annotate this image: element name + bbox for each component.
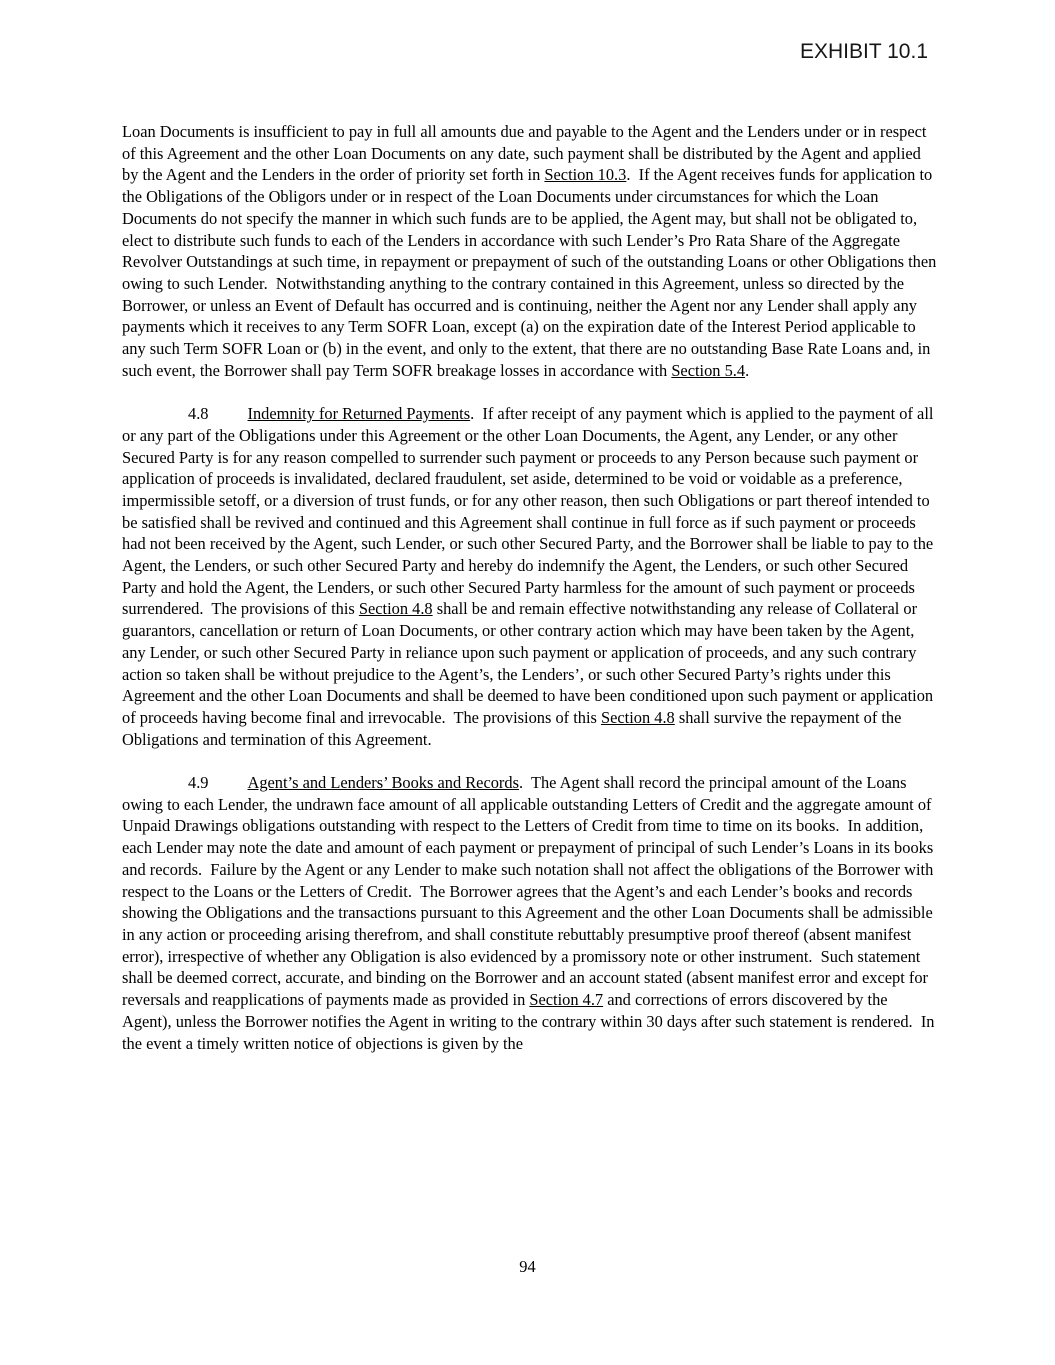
text-run: . If after receipt of any payment which is applied to the payment of all or any part of the Obligations under this Agreement or the other Loan Documents, the Agent, any Lender, or any other Secured Party is for any reason compelled to surrender such payment or proceeds to any Person because such payment or application of proceeds is invalidated, declared fraudulent, set aside, determined to be void or voidable as a preference, impermissible setoff, or a diversion of trust funds, or for any other reason, then such Obligations or part thereof intended to be satisfied shall be revived and continued and this Agreement shall continue in full force as if such payment or proceeds had not been received by the Agent, such Lender, or such other Secured Party, and the Borrower shall be liable to pay to the Agent, the Lenders, or such other Secured Party and hereby do indemnify the Agent, the Lenders, or such other Secured Party and hold the Agent, the Lenders, or such other Secured Party harmless for the amount of such payment or proceeds surrendered. The provisions of this	[122, 404, 938, 619]
text-run: shall survive the repayment of the Obligations and termination of this Agreement.	[122, 707, 906, 749]
section-4-8-heading: Indemnity for Returned Payments	[247, 404, 471, 424]
section-4-7-reference: Section 4.7	[529, 990, 604, 1010]
section-10-3-reference: Section 10.3	[544, 165, 627, 185]
text-run: shall be and remain effective notwithstanding any release of Collateral or guarantors, cancellation or return of Loan Documents, or other contrary action which may have been taken by the Agent, any Lender, or such other Secured Party in reliance upon such payment or application of proceeds, and any such contrary action so taken shall be without prejudice to the Agent’s, the Lenders’, or such other Secured Party’s rights under this Agreement and the other Loan Documents and shall be deemed to have been conditioned upon such payment or application of proceeds having become final and irrevocable. The provisions of this	[122, 599, 938, 727]
section-4-8-reference: Section 4.8	[358, 599, 433, 619]
section-number: 4.9	[188, 773, 209, 793]
paragraph-continuation	[122, 121, 940, 381]
text-run: Loan Documents is insufficient to pay in full all amounts due and payable to the Agent and the Lenders under or in respect of this Agreement and the other Loan Documents on any date, such payment shall be distributed by the Agent and applied by the Agent and the Lenders in the order of priority set forth in	[122, 122, 931, 185]
text-run: . The Agent shall record the principal amount of the Loans owing to each Lender, the undrawn face amount of all applicable outstanding Letters of Credit and the aggregate amount of Unpaid Drawings obligations outstanding with respect to the Letters of Credit from time to time on its books. In addition, each Lender may note the date and amount of each payment or prepayment of principal of such Lender’s Loans in its books and records. Failure by the Agent or any Lender to make such notation shall not affect the obligations of the Borrower with respect to the Loans or the Letters of Credit. The Borrower agrees that the Agent’s and each Lender’s books and records showing the Obligations and the transactions pursuant to this Agreement and the other Loan Documents shall be admissible in any action or proceeding arising therefrom, and shall constitute rebuttably presumptive proof thereof (absent manifest error), irrespective of whether any Obligation is also evidenced by a promissory note or other instrument. Such statement shall be deemed correct, accurate, and binding on the Borrower and an account stated (absent manifest error and except for reversals and reapplications of payments made as provided in	[122, 773, 938, 1010]
paragraph-section-4-9	[122, 772, 940, 1054]
section-5-4-reference: Section 5.4	[671, 360, 746, 380]
exhibit-header: EXHIBIT 10.1	[799, 40, 928, 63]
section-number: 4.8	[188, 404, 209, 424]
page-number: 94	[519, 1257, 536, 1276]
section-4-9-heading: Agent’s and Lenders’ Books and Records	[247, 773, 519, 793]
section-4-8-reference: Section 4.8	[600, 707, 675, 727]
paragraph-section-4-8	[122, 403, 940, 750]
text-run: and corrections of errors discovered by the Agent), unless the Borrower notifies the Agent in writing to the contrary within 30 days after such statement is rendered. In the event a timely written notice of objections is given by the	[122, 990, 939, 1053]
text-run: .	[745, 360, 750, 380]
document-body	[122, 121, 940, 1076]
text-run: . If the Agent receives funds for application to the Obligations of the Obligors under or in respect of the Loan Documents under circumstances for which the Loan Documents do not specify the manner in which such funds are to be applied, the Agent may, but shall not be obligated to, elect to distribute such funds to each of the Lenders in accordance with such Lender’s Pro Rata Share of the Aggregate Revolver Outstandings at such time, in repayment or prepayment of such of the outstanding Loans or other Obligations then owing to such Lender. Notwithstanding anything to the contrary contained in this Agreement, unless so directed by the Borrower, or unless an Event of Default has occurred and is continuing, neither the Agent nor any Lender shall apply any payments which it receives to any Term SOFR Loan, except (a) on the expiration date of the Interest Period applicable to any such Term SOFR Loan or (b) in the event, and only to the extent, that there are no outstanding Base Rate Loans and, in such event, the Borrower shall pay Term SOFR breakage losses in accordance with	[122, 165, 941, 380]
